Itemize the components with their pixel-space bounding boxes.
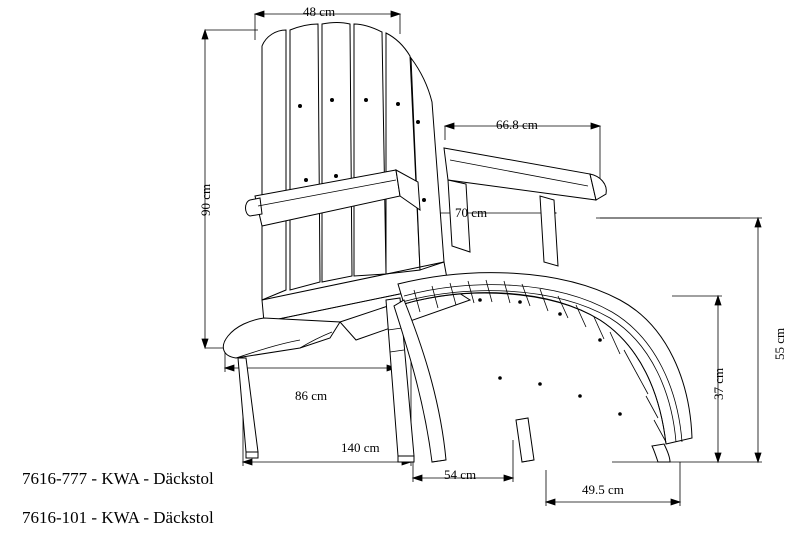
footstool-leg-detail bbox=[432, 460, 534, 462]
dim-label-width-top: 48 cm bbox=[303, 4, 336, 19]
chair-backrest bbox=[262, 23, 444, 301]
dim-label-seat-depth: 86 cm bbox=[295, 388, 328, 403]
dim-label-stool-length: 49.5 cm bbox=[582, 482, 624, 497]
dim-label-seat-width: 70 cm bbox=[455, 205, 488, 220]
dim-label-stool-depth: 54 cm bbox=[444, 467, 477, 482]
dim-label-total-depth: 140 cm bbox=[341, 440, 380, 455]
dim-label-total-height: 90 cm bbox=[198, 183, 213, 216]
caption-chair: 7616-777 - KWA - Däckstol bbox=[22, 469, 214, 488]
dim-label-stool-height: 55 cm bbox=[772, 327, 787, 360]
caption-stool: 7616-101 - KWA - Däckstol bbox=[22, 508, 214, 527]
dim-label-armrest-depth: 66.8 cm bbox=[496, 117, 538, 132]
dim-label-stool-height-2: 37 cm bbox=[711, 367, 726, 400]
